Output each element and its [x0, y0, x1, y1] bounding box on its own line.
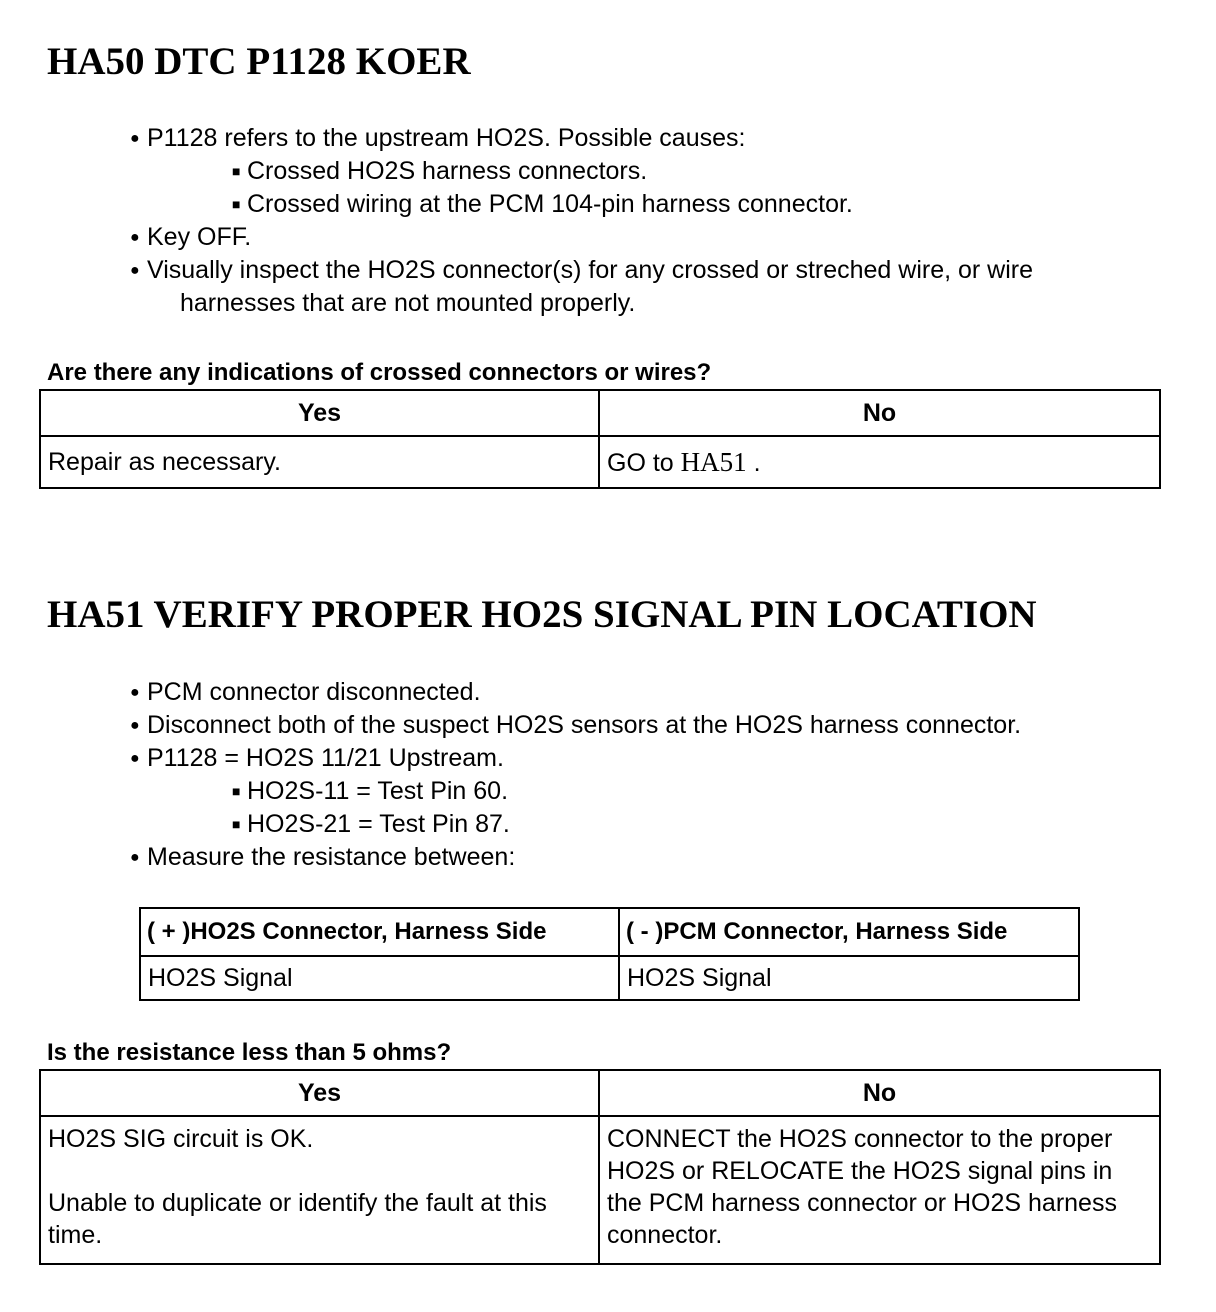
- no-cell: CONNECT the HO2S connector to the proper HO2S or RELOCATE the HO2S signal pins in the PCM harness connector or HO2S harness connector.: [599, 1116, 1160, 1264]
- list-item: ● Key OFF.: [0, 221, 1033, 254]
- resistance-measurement-table: [139, 907, 1080, 1001]
- no-header: No: [599, 390, 1160, 436]
- bullet-icon: ●: [130, 750, 140, 767]
- yes-cell: Repair as necessary.: [40, 436, 599, 488]
- list-item: ● P1128 = HO2S 11/21 Upstream.: [0, 742, 1021, 775]
- section-title-ha50: HA50 DTC P1128 KOER: [47, 40, 471, 83]
- section-title-ha51: HA51 VERIFY PROPER HO2S SIGNAL PIN LOCATION: [47, 593, 1037, 636]
- ha50-decision-table: [39, 389, 1161, 489]
- bullet-icon: ●: [130, 262, 140, 279]
- list-item: ● P1128 refers to the upstream HO2S. Possible causes:: [0, 122, 1033, 155]
- ha51-link[interactable]: HA51: [680, 446, 747, 477]
- ha51-decision-table: [39, 1069, 1161, 1265]
- bullet-icon: ●: [130, 684, 140, 701]
- list-subitem: ■ Crossed wiring at the PCM 104-pin harness connector.: [0, 188, 1033, 221]
- square-bullet-icon: ■: [232, 816, 241, 832]
- square-bullet-icon: ■: [232, 196, 241, 212]
- positive-connector-value: HO2S Signal: [140, 956, 619, 1000]
- square-bullet-icon: ■: [232, 783, 241, 799]
- bullet-icon: ●: [130, 130, 140, 147]
- no-cell: GO to HA51 .: [599, 436, 1160, 488]
- list-item: ● Visually inspect the HO2S connector(s) for any crossed or streched wire, or wire harnesses that are not mounted properly.: [130, 256, 1034, 317]
- list-subitem: ■ HO2S-11 = Test Pin 60.: [0, 775, 1021, 808]
- bullet-icon: ●: [130, 229, 140, 246]
- positive-connector-header: ( + )HO2S Connector, Harness Side: [140, 908, 619, 956]
- negative-connector-header: ( - )PCM Connector, Harness Side: [619, 908, 1079, 956]
- yes-header: Yes: [40, 390, 599, 436]
- list-item: ● PCM connector disconnected.: [0, 676, 1021, 709]
- no-header: No: [599, 1070, 1160, 1116]
- ha50-instruction-list: [0, 122, 1033, 320]
- square-bullet-icon: ■: [232, 163, 241, 179]
- list-item: ● Measure the resistance between:: [0, 841, 1021, 874]
- bullet-icon: ●: [130, 849, 140, 866]
- bullet-icon: ●: [130, 717, 140, 734]
- ha50-question: Are there any indications of crossed connectors or wires?: [47, 359, 712, 386]
- ha51-instruction-list: [0, 676, 1021, 874]
- ha51-question: Is the resistance less than 5 ohms?: [47, 1039, 452, 1066]
- yes-header: Yes: [40, 1070, 599, 1116]
- list-item: ● Disconnect both of the suspect HO2S sensors at the HO2S harness connector.: [0, 709, 1021, 742]
- list-subitem: ■ HO2S-21 = Test Pin 87.: [0, 808, 1021, 841]
- yes-cell: HO2S SIG circuit is OK. Unable to duplicate or identify the fault at this time.: [40, 1116, 599, 1264]
- negative-connector-value: HO2S Signal: [619, 956, 1079, 1000]
- list-subitem: ■ Crossed HO2S harness connectors.: [0, 155, 1033, 188]
